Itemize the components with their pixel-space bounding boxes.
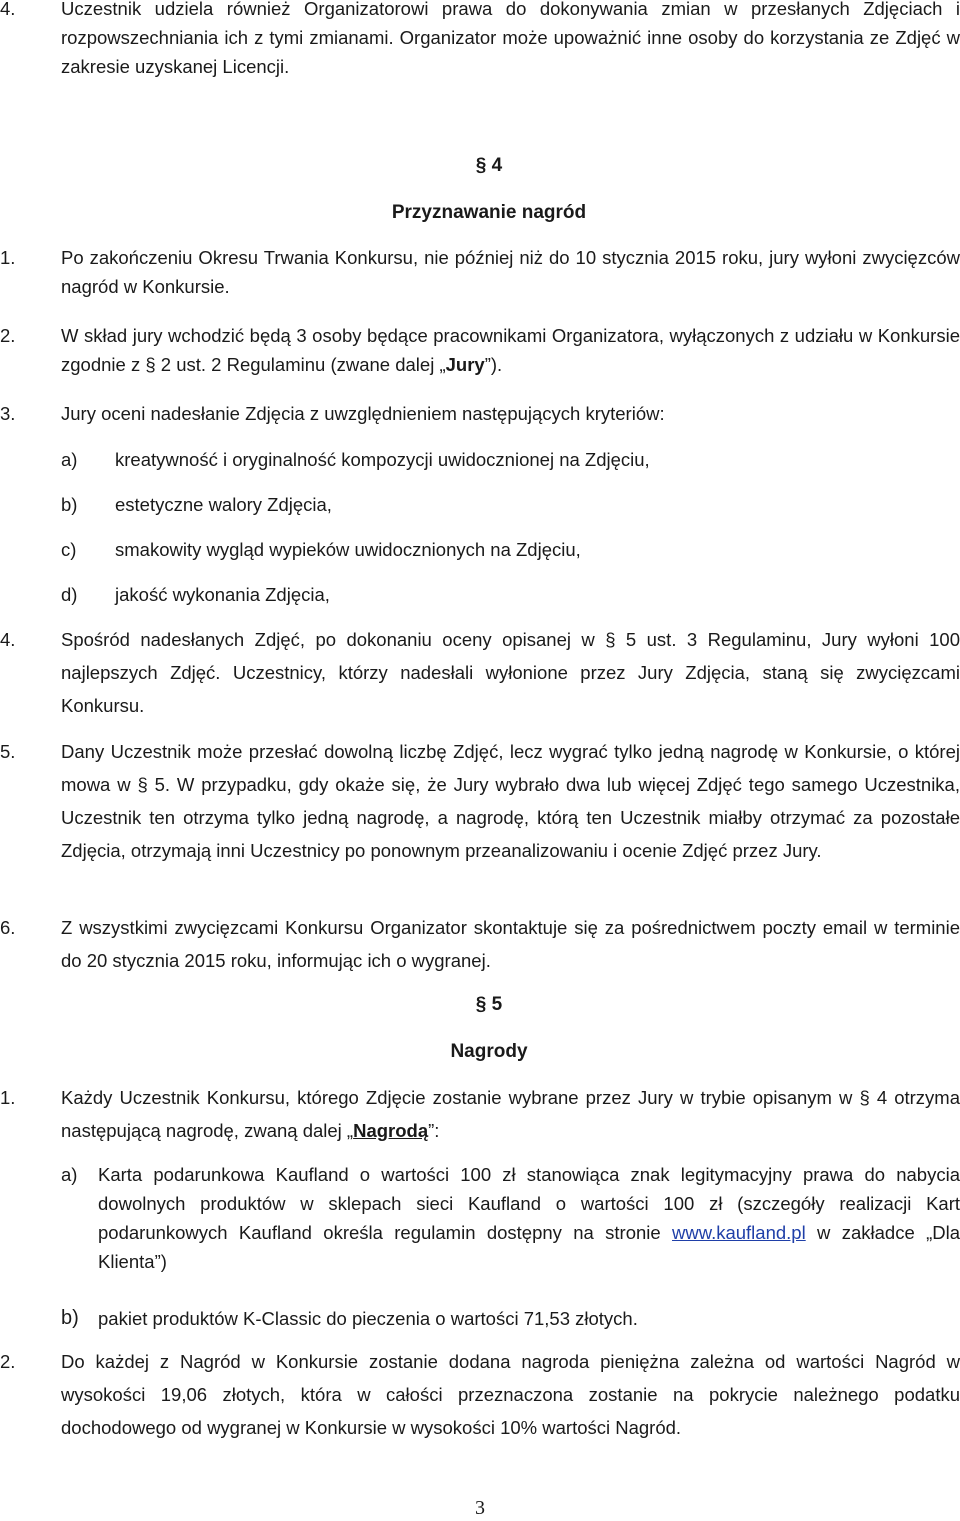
criterion-text: smakowity wygląd wypieków uwidocznionych na Zdjęciu, [115, 539, 581, 560]
prize-text: pakiet produktów K-Classic do pieczenia o wartości 71,53 złotych. [98, 1308, 638, 1329]
clause-number: 4. [0, 0, 16, 19]
item-text: W skład jury wchodzić będą 3 osoby będące pracownikami Organizatora, wyłączonych z udziału w Konkursie zgodnie z § 2 ust. 2 Regulaminu (zwane dalej „Jury”). [61, 325, 960, 375]
defined-term-nagroda: Nagrodą [353, 1120, 429, 1141]
item-text: Jury oceni nadesłanie Zdjęcia z uwzględnieniem następujących kryteriów: [61, 403, 665, 424]
item-number: 5. [0, 741, 16, 762]
prize-letter: b) [61, 1307, 79, 1329]
section-5-title: Nagrody [450, 1041, 528, 1062]
section-5-symbol: § 5 [475, 994, 503, 1015]
s5-item-2 [0, 1345, 960, 1444]
prize-text: Karta podarunkowa Kaufland o wartości 100 zł stanowiąca znak legitymacyjny prawa do nabycia dowolnych produktów w sklepach sieci Kaufland o wartości 100 zł (szczegóły realizacji Kart podarunkowych Kaufland określa regulamin dostępny na stronie www.kaufland.pl w zakładce „Dla Klienta”) [98, 1164, 960, 1272]
item-text: Każdy Uczestnik Konkursu, którego Zdjęcie zostanie wybrane przez Jury w trybie opisanym w § 4 otrzyma następującą nagrodę, zwaną dalej „Nagrodą”: [61, 1087, 960, 1141]
s4-item-6 [0, 911, 960, 977]
item-number: 2. [0, 1351, 16, 1372]
criterion-b [61, 490, 960, 519]
item-number: 3. [0, 403, 16, 424]
criterion-d [61, 580, 960, 609]
criterion-text: kreatywność i oryginalność kompozycji uwidocznionej na Zdjęciu, [115, 449, 650, 470]
criterion-letter: b) [61, 494, 78, 515]
prize-b [61, 1304, 960, 1333]
s5-item-1 [0, 1081, 960, 1147]
criterion-c [61, 535, 960, 564]
s4-item-4 [0, 623, 960, 722]
s4-item-1 [0, 243, 960, 301]
section-4-symbol: § 4 [475, 155, 503, 176]
prize-a [61, 1160, 960, 1276]
criterion-text: estetyczne walory Zdjęcia, [115, 494, 332, 515]
item-text: Po zakończeniu Okresu Trwania Konkursu, nie później niż do 10 stycznia 2015 roku, jury wyłoni zwycięzców nagród w Konkursie. [61, 247, 960, 297]
prize-letter: a) [61, 1164, 78, 1185]
s4-item-2 [0, 321, 960, 379]
clause-text: Uczestnik udziela również Organizatorowi prawa do dokonywania zmian w przesłanych Zdjęciach i rozpowszechniania ich z tymi zmianami. Organizator może upoważnić inne osoby do korzystania ze Zdjęć w zakresie uzyskanej Licencji. [61, 0, 960, 77]
item-text: Z wszystkimi zwycięzcami Konkursu Organizator skontaktuje się za pośrednictwem poczty email w terminie do 20 stycznia 2015 roku, informując ich o wygranej. [61, 917, 960, 971]
page-number: 3 [475, 1497, 485, 1519]
item-number: 1. [0, 247, 16, 268]
defined-term-jury: Jury [445, 354, 485, 375]
criterion-letter: a) [61, 449, 78, 470]
item-text: Do każdej z Nagród w Konkursie zostanie dodana nagroda pieniężna zależna od wartości Nagród w wysokości 19,06 złotych, która w całości przeznaczona zostanie na pokrycie należnego podatku dochodowego od wygranej w Konkursie w wysokości 10% wartości Nagród. [61, 1351, 960, 1438]
criterion-letter: c) [61, 539, 77, 560]
kaufland-link[interactable]: www.kaufland.pl [672, 1222, 806, 1243]
s4-item-5 [0, 735, 960, 867]
item-number: 1. [0, 1087, 16, 1108]
clause-3-4 [0, 0, 960, 81]
section-4-title: Przyznawanie nagród [391, 202, 587, 223]
item-number: 2. [0, 325, 16, 346]
criterion-text: jakość wykonania Zdjęcia, [115, 584, 330, 605]
item-text: Spośród nadesłanych Zdjęć, po dokonaniu oceny opisanej w § 5 ust. 3 Regulaminu, Jury wyłoni 100 najlepszych Zdjęć. Uczestnicy, którzy nadesłali wyłonione przez Jury Zdjęcia, staną się zwycięzcami Konkursu. [61, 629, 960, 716]
criterion-a [61, 445, 960, 474]
item-number: 6. [0, 917, 16, 938]
s4-item-3 [0, 399, 960, 428]
item-text: Dany Uczestnik może przesłać dowolną liczbę Zdjęć, lecz wygrać tylko jedną nagrodę w Konkursie, o której mowa w § 5. W przypadku, gdy okaże się, że Jury wybrało dwa lub więcej Zdjęć tego samego Uczestnika, Uczestnik ten otrzyma tylko jedną nagrodę, a nagrodę, którą ten Uczestnik miałby otrzymać za pozostałe Zdjęcia, otrzymają inni Uczestnicy po ponownym przeanalizowaniu i ocenie Zdjęć przez Jury. [61, 741, 960, 861]
criterion-letter: d) [61, 584, 78, 605]
item-number: 4. [0, 629, 16, 650]
